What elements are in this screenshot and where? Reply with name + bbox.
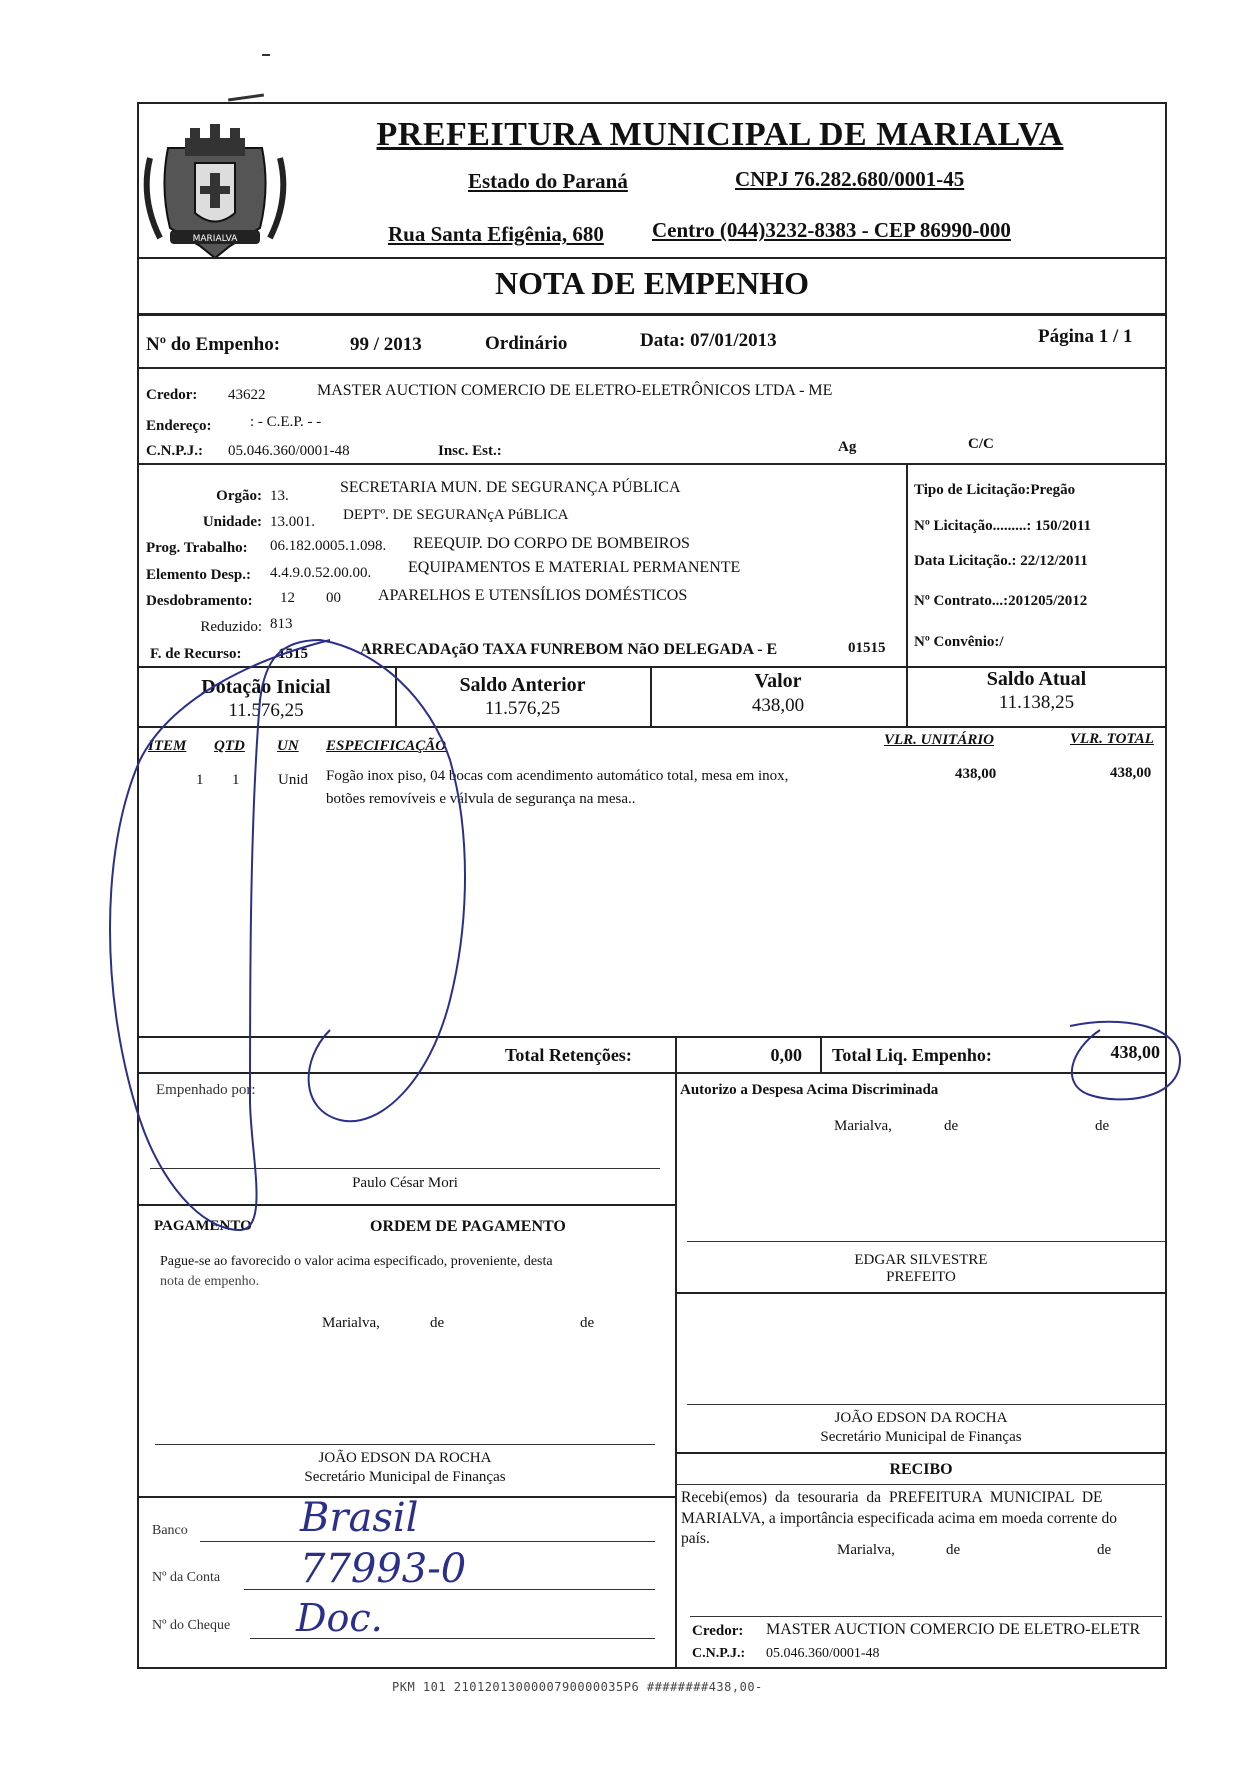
empenho-type: Ordinário [485,333,568,354]
address-label: Endereço: [146,418,212,434]
divider [137,313,1167,316]
recibo-de-2: de [1097,1542,1112,1558]
fonte-code: 1515 [278,646,308,662]
address-value: : - C.E.P. - - [250,414,322,430]
prefeito-title: PREFEITO [886,1269,956,1285]
svg-text:MARIALVA: MARIALVA [192,234,238,244]
header-address-rest: Centro (044)3232-8383 - CEP 86990-000 [652,218,1011,242]
item-total-price: 438,00 [1110,765,1152,781]
divider [675,1036,677,1072]
pagamento-marialva: Marialva, [322,1315,380,1331]
reduzido-label: Reduzido: [200,619,262,635]
ag-label: Ag [838,439,857,455]
cc-label: C/C [968,436,994,452]
divider [137,726,1167,728]
dotacao-label: Dotação Inicial [201,676,331,698]
autorizo-de-2: de [1095,1118,1110,1134]
desdobramento-code: 12 [280,590,295,606]
empenho-label: Nº do Empenho: [146,334,281,355]
total-liq-value: 438,00 [1110,1042,1160,1062]
autorizo-label: Autorizo a Despesa Acima Discriminada [680,1082,939,1098]
divider [675,1292,1167,1294]
tipo-licitacao: Tipo de Licitação:Pregão [914,482,1076,498]
cheque-value: Doc. [296,1596,383,1640]
cnpj-value: 05.046.360/0001-48 [228,443,350,459]
prefeito-name: EDGAR SILVESTRE [854,1252,988,1268]
item-number: 1 [196,772,204,788]
desdobramento-sub: 00 [326,590,341,606]
ordem-pagamento: ORDEM DE PAGAMENTO [370,1218,566,1235]
item-description: Fogão inox piso, 04 bocas com acendimento automático total, mesa em inox, [326,768,789,784]
empenhado-label: Empenhado por: [156,1082,256,1098]
banco-line [200,1541,655,1542]
secretario-title-right: Secretário Municipal de Finanças [820,1429,1022,1445]
saldo-atual-value: 11.138,25 [998,692,1075,713]
recibo-text-3: país. [681,1530,710,1547]
page-number: Página 1 / 1 [1038,326,1133,347]
pagamento-text-2: nota de empenho. [160,1274,260,1289]
orgao-code: 13. [270,488,289,504]
secretario-name: JOÃO EDSON DA ROCHA [318,1450,492,1466]
desdobramento-label: Desdobramento: [146,593,253,609]
dotacao-value: 11.576,25 [228,700,304,721]
recibo-de-1: de [946,1542,961,1558]
insc-label: Insc. Est.: [438,443,502,459]
banco-label: Banco [152,1523,188,1538]
orgao-label: Orgão: [216,488,262,504]
signature-line [687,1241,1165,1242]
item-qtd: 1 [232,772,240,788]
desdobramento-name: APARELHOS E UTENSÍLIOS DOMÉSTICOS [378,587,688,604]
credor-name: MASTER AUCTION COMERCIO DE ELETRO-ELETRÔNICOS LTDA - ME [317,382,833,399]
item-description-2: botões removíveis e válvula de segurança na mesa.. [326,791,636,807]
unidade-label: Unidade: [202,514,262,530]
signature-line [155,1444,655,1445]
unidade-name: DEPTº. DE SEGURANçA PúBLICA [343,507,569,523]
cnpj-label: C.N.P.J.: [146,443,203,459]
saldo-anterior-label: Saldo Anterior [459,674,586,696]
total-retencoes-label: Total Retenções: [505,1045,632,1065]
total-retencoes-value: 0,00 [770,1045,802,1065]
stray-mark [262,54,270,56]
elemento-name: EQUIPAMENTOS E MATERIAL PERMANENTE [408,559,741,576]
valor-value: 438,00 [751,695,805,716]
fonte-name: ARRECADAçãO TAXA FUNREBOM NãO DELEGADA - E [360,641,778,658]
signature-line [690,1616,1162,1617]
fonte-code-2: 01515 [848,640,886,656]
autorizo-de-1: de [944,1118,959,1134]
authentication-code: PKM 101 2101201300000790000035P6 ########438,00- [392,1680,763,1694]
document-title: NOTA DE EMPENHO [494,265,810,301]
cheque-label: Nº do Cheque [152,1618,231,1633]
numero-licitacao: Nº Licitação.........: 150/2011 [914,518,1092,534]
divider [137,1072,1167,1074]
data-licitacao: Data Licitação.: 22/12/2011 [914,553,1088,569]
pagamento-label: PAGAMENTO [154,1218,252,1234]
autorizo-marialva: Marialva, [834,1118,892,1134]
elemento-label: Elemento Desp.: [146,567,251,583]
divider [675,1484,1167,1485]
total-liq-label: Total Liq. Empenho: [832,1045,992,1065]
header-address: Rua Santa Efigênia, 680 [388,222,604,246]
saldo-anterior-value: 11.576,25 [484,698,561,719]
empenho-number: 99 / 2013 [350,334,422,355]
stray-mark [228,94,264,102]
signature-line [687,1404,1165,1405]
prog-label: Prog. Trabalho: [146,540,248,556]
divider [137,463,1167,465]
recibo-title: RECIBO [889,1461,953,1478]
conta-value: 77993-0 [300,1546,467,1592]
divider [137,1204,675,1206]
header-state: Estado do Paraná [468,169,628,193]
item-unit-price: 438,00 [955,766,997,782]
valor-label: Valor [754,670,802,692]
divider [137,367,1167,369]
col-especificacao: ESPECIFICAÇÃO [326,738,447,754]
recibo-credor-value: MASTER AUCTION COMERCIO DE ELETRO-ELETR [766,1621,1141,1638]
recibo-credor-label: Credor: [692,1623,744,1639]
empenho-date: Data: 07/01/2013 [640,330,777,351]
recibo-text-1: Recebi(emos) da tesouraria da PREFEITURA MUNICIPAL DE [681,1489,1103,1506]
recibo-cnpj-value: 05.046.360/0001-48 [766,1646,880,1661]
unidade-code: 13.001. [270,514,315,530]
recibo-cnpj-label: C.N.P.J.: [692,1646,746,1661]
prog-name: REEQUIP. DO CORPO DE BOMBEIROS [413,535,690,552]
fonte-label: F. de Recurso: [150,646,242,662]
divider [906,463,908,666]
secretario-title: Secretário Municipal de Finanças [304,1469,506,1485]
col-un: UN [277,738,299,754]
item-un: Unid [278,772,308,788]
pagamento-de-2: de [580,1315,595,1331]
conta-label: Nº da Conta [152,1570,221,1585]
reduzido-value: 813 [270,616,293,632]
col-vlr-unitario: VLR. UNITÁRIO [884,732,995,748]
banco-value: Brasil [300,1495,419,1541]
credor-label: Credor: [146,387,198,403]
divider [820,1036,822,1072]
orgao-name: SECRETARIA MUN. DE SEGURANÇA PÚBLICA [340,479,681,496]
numero-convenio: Nº Convênio:/ [914,634,1004,650]
divider [137,257,1167,259]
pagamento-de-1: de [430,1315,445,1331]
divider [675,1072,677,1669]
signature-line [150,1168,660,1169]
numero-contrato: Nº Contrato...:201205/2012 [914,593,1088,609]
header-title: PREFEITURA MUNICIPAL DE MARIALVA [376,116,1064,153]
empenhado-name: Paulo César Mori [352,1175,458,1191]
pagamento-text-1: Pague-se ao favorecido o valor acima especificado, proveniente, desta [160,1254,553,1269]
divider [675,1452,1167,1454]
prog-code: 06.182.0005.1.098. [270,538,387,554]
col-vlr-total: VLR. TOTAL [1070,731,1154,747]
header-cnpj: CNPJ 76.282.680/0001-45 [735,167,965,191]
col-qtd: QTD [214,738,245,754]
saldo-atual-label: Saldo Atual [986,668,1087,690]
recibo-marialva: Marialva, [837,1542,895,1558]
recibo-text-2: MARIALVA, a importância especificada acima em moeda corrente do [681,1510,1117,1527]
divider [137,1036,1167,1038]
credor-code: 43622 [228,387,266,403]
elemento-code: 4.4.9.0.52.00.00. [270,565,372,581]
col-item: ITEM [148,738,187,754]
secretario-name-right: JOÃO EDSON DA ROCHA [834,1410,1008,1426]
coat-of-arms-logo [140,118,290,268]
